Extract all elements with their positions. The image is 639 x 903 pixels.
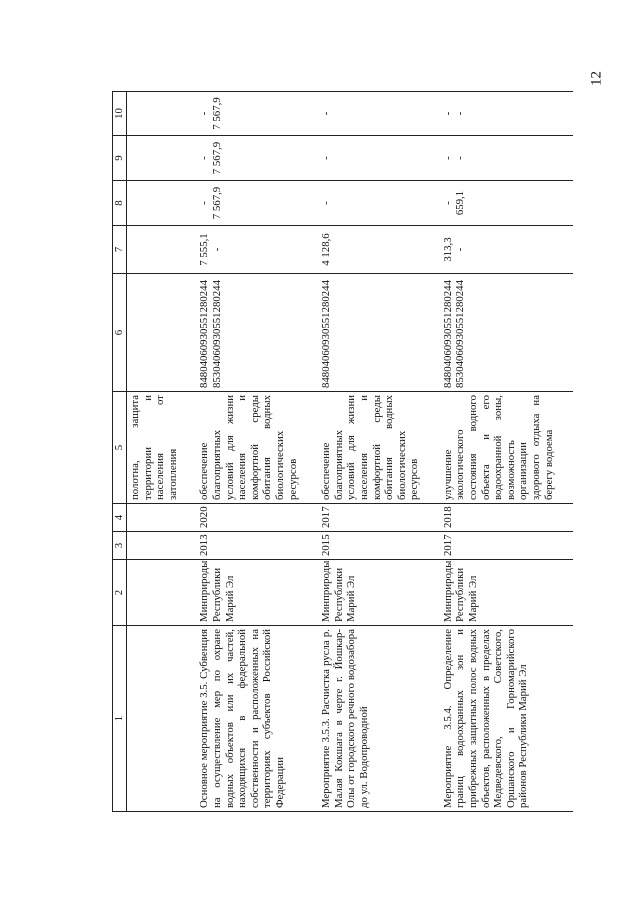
start-year: 2017 — [439, 532, 573, 560]
budget-code-line: 84804060930551280244 — [441, 280, 454, 388]
end-year: 2018 — [439, 504, 573, 532]
col-header-3: 3 — [113, 532, 127, 560]
budget-code — [317, 274, 439, 392]
amount-value: 7 567,9 — [210, 186, 223, 220]
table-row-3-5-4 — [439, 92, 573, 812]
col-header-6: 6 — [113, 274, 127, 392]
budget-code-line: 85304060930551280244 — [210, 280, 223, 388]
continuation-row — [127, 92, 196, 812]
table-row-3-5-3 — [317, 92, 439, 812]
amount-col-9 — [317, 136, 439, 181]
amount-value: - — [210, 247, 223, 252]
col-header-4: 4 — [113, 504, 127, 532]
continuation-result-text: полотна, защита территории и населения от затопления — [127, 392, 196, 504]
amount-col-7 — [439, 226, 573, 274]
col-header-7: 7 — [113, 226, 127, 274]
executor: Минприроды Республики Марий Эл — [439, 560, 573, 626]
budget-code-line: 84804060930551280244 — [320, 280, 333, 388]
col-header-1: 1 — [113, 626, 127, 812]
amount-value: 313,3 — [441, 237, 454, 262]
budget-code — [195, 274, 317, 392]
budget-code — [439, 274, 573, 392]
amount-value: - — [320, 156, 333, 160]
end-year: 2020 — [195, 504, 317, 532]
amount-value: - — [320, 201, 333, 205]
amount-col-7 — [195, 226, 317, 274]
page-number: 12 — [588, 71, 605, 86]
amount-col-8 — [317, 181, 439, 226]
executor: Минприроды Республики Марий Эл — [195, 560, 317, 626]
amount-value: - — [454, 111, 467, 116]
amount-value: 7 567,9 — [210, 141, 223, 175]
amount-value: - — [198, 111, 211, 116]
expected-result: улучшение экологического состояния водного объекта и его водоохранной зоны, возможность организации здорового отдыха на берегу водоема — [439, 392, 573, 504]
col-header-9: 9 — [113, 136, 127, 181]
expected-result: обеспечение благоприятных условий для жизни населения и комфортной среды обитания водных биологических ресурсов — [195, 392, 317, 504]
amount-value: - — [441, 201, 454, 205]
column-number-row — [113, 92, 127, 812]
start-year: 2015 — [317, 532, 439, 560]
amount-col-8 — [195, 181, 317, 226]
activity-name: Основное мероприятие 3.5. Субвенция на осуществление мер по охране водных объектов или их частей, находящихся в федеральной собственности и расположенных на территориях субъектов Российской Федерации — [195, 626, 317, 812]
rotated-page-content — [112, 92, 632, 812]
start-year: 2013 — [195, 532, 317, 560]
end-year: 2017 — [317, 504, 439, 532]
amount-value: 659,1 — [454, 190, 467, 216]
amount-col-9 — [439, 136, 573, 181]
amount-value: - — [454, 247, 467, 252]
activity-name: Мероприятие 3.5.4. Определение границ водоохранных зон и прибрежных защитных полос водных объектов, расположенных в пределах Медведевского, Советского, Оршанского и Горномарийского районов Республики Марий Эл — [439, 626, 573, 812]
amount-col-10 — [195, 92, 317, 136]
col-header-8: 8 — [113, 181, 127, 226]
amount-value: - — [198, 201, 211, 205]
amount-value: 7 567,9 — [210, 97, 223, 130]
amount-col-10 — [439, 92, 573, 136]
amount-col-10 — [317, 92, 439, 136]
program-activities-table — [112, 91, 573, 812]
amount-col-9 — [195, 136, 317, 181]
amount-value: 4 128,6 — [320, 233, 333, 266]
col-header-2: 2 — [113, 560, 127, 626]
activity-name: Мероприятие 3.5.3. Расчистка русла р. Малая Кокшага в черте г. Йошкар-Олы от городского речного водозабора до ул. Водопроводной — [317, 626, 439, 812]
amount-col-7 — [317, 226, 439, 274]
expected-result: обеспечение благоприятных условий для жизни населения и комфортной среды обитания водных биологических ресурсов — [317, 392, 439, 504]
col-header-5: 5 — [113, 392, 127, 504]
amount-value: - — [198, 156, 211, 160]
amount-value: - — [441, 156, 454, 160]
amount-value: - — [320, 111, 333, 116]
executor: Минприроды Республики Марий Эл — [317, 560, 439, 626]
amount-col-8 — [439, 181, 573, 226]
amount-value: - — [441, 111, 454, 116]
budget-code-line: 84804060930551280244 — [198, 280, 211, 388]
col-header-10: 10 — [113, 92, 127, 136]
budget-code-line: 85304060930551280244 — [454, 280, 467, 388]
amount-value: - — [454, 156, 467, 160]
amount-value: 7 555,1 — [198, 233, 211, 266]
table-row-3-5 — [195, 92, 317, 812]
